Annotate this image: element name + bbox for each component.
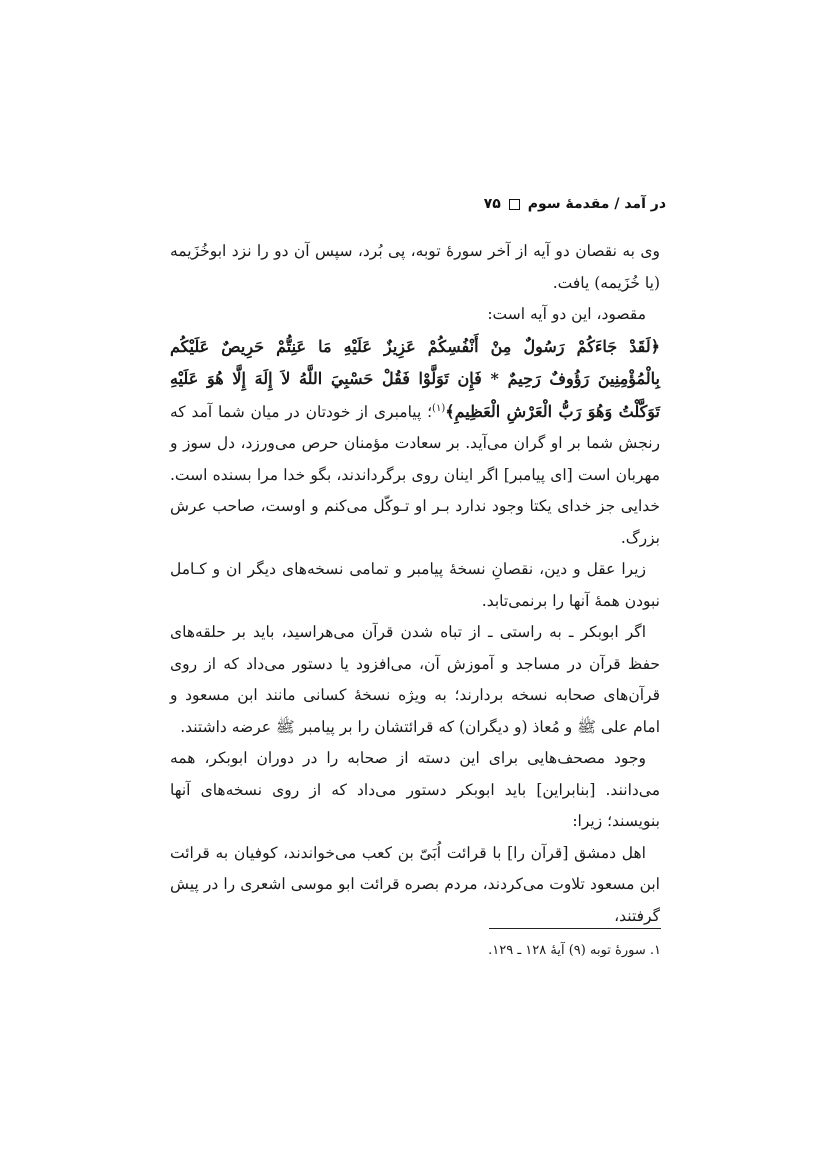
paragraph-2: مقصود، این دو آیه است: (487, 305, 646, 323)
page-number: ۷۵ (483, 196, 501, 212)
quran-verse: ﴿لَقَدْ جَاءَكُمْ رَسُولٌ مِنْ أَنْفُسِكُمْ عَزِيزٌ عَلَيْهِ مَا عَنِتُّمْ حَرِيصٌ عَلَيْكُم بِالْمُؤْمِنِينَ رَؤُوفٌ رَحِيمٌ * فَإِن تَوَلَّوْا فَقُلْ حَسْبِيَ اللَّهُ لاَ إِلَهَ إِلَّا هُوَ عَلَيْهِ تَوَكَّلْتُ وَهُوَ رَبُّ الْعَرْشِ الْعَظِيمِ﴾ (170, 336, 660, 421)
footnote: ۱. سورهٔ توبه (۹) آیهٔ ۱۲۸ ـ ۱۲۹. (488, 943, 661, 958)
body-text (170, 236, 660, 932)
paragraph-6: وجود مصحف‌هایی برای این دسته از صحابه را در دوران ابوبکر، همه می‌دانند. [بنابراین] باید ابوبکر دستور می‌داد که از روی نسخه‌های آنها بنویسند؛ زیرا: (170, 749, 660, 830)
square-ornament-icon (509, 199, 520, 210)
paragraph-4: زیرا عقل و دین، نقصانِ نسخهٔ پیامبر و تمامی نسخه‌های دیگر ان و کـامل نبودن همهٔ آنها را برنمی‌تابد. (170, 560, 660, 610)
paragraph-7: اهل دمشق [قرآن را] با قرائت اُبَیّ بن کعب می‌خواندند، کوفیان به قرائت ابن مسعود تلاوت می‌کردند، مردم بصره قرائت ابو موسی اشعری را در پیش گرفتند، (170, 843, 660, 925)
running-header (484, 196, 666, 212)
verse-translation: ؛ پیامبری از خودتان در میان شما آمد که رنجش شما بر او گران می‌آید. بر سعادت مؤمنان حرص می‌ورزد، دل سوز و مهربان است [ای پیامبر] اگر اینان روی برگرداندند، بگو خدا مرا بسنده است. خدایی جز خدای یکتا وجود ندارد بـر او تـوکّل می‌کنم و اوست، صاحب عرش بزرگ. (170, 402, 660, 547)
paragraph-3-quran (170, 331, 660, 555)
running-title: در آمد / مقدمهٔ سوم (527, 196, 666, 212)
footnote-reference: (۱) (432, 402, 446, 414)
paragraph-1: وی به نقصان دو آیه از آخر سورهٔ توبه، پی بُرد، سپس آن دو را نزد ابوخُزَیمه (یا خُزَیمه) یافت. (170, 242, 660, 292)
paragraph-5: اگر ابوبکر ـ به راستی ـ از تباه شدن قرآن می‌هراسید، باید بر حلقه‌های حفظ قرآن در مساجد و آموزش آن، می‌افزود یا دستور می‌داد که از روی قرآن‌های صحابه نسخه بردارند؛ به ویژه نسخهٔ کسانی مانند ابن مسعود و امام علی ﷺ و مُعاذ (و دیگران) که قرائتشان را بر پیامبر ﷺ عرضه داشتند. (170, 623, 660, 736)
footnote-divider (489, 928, 661, 929)
